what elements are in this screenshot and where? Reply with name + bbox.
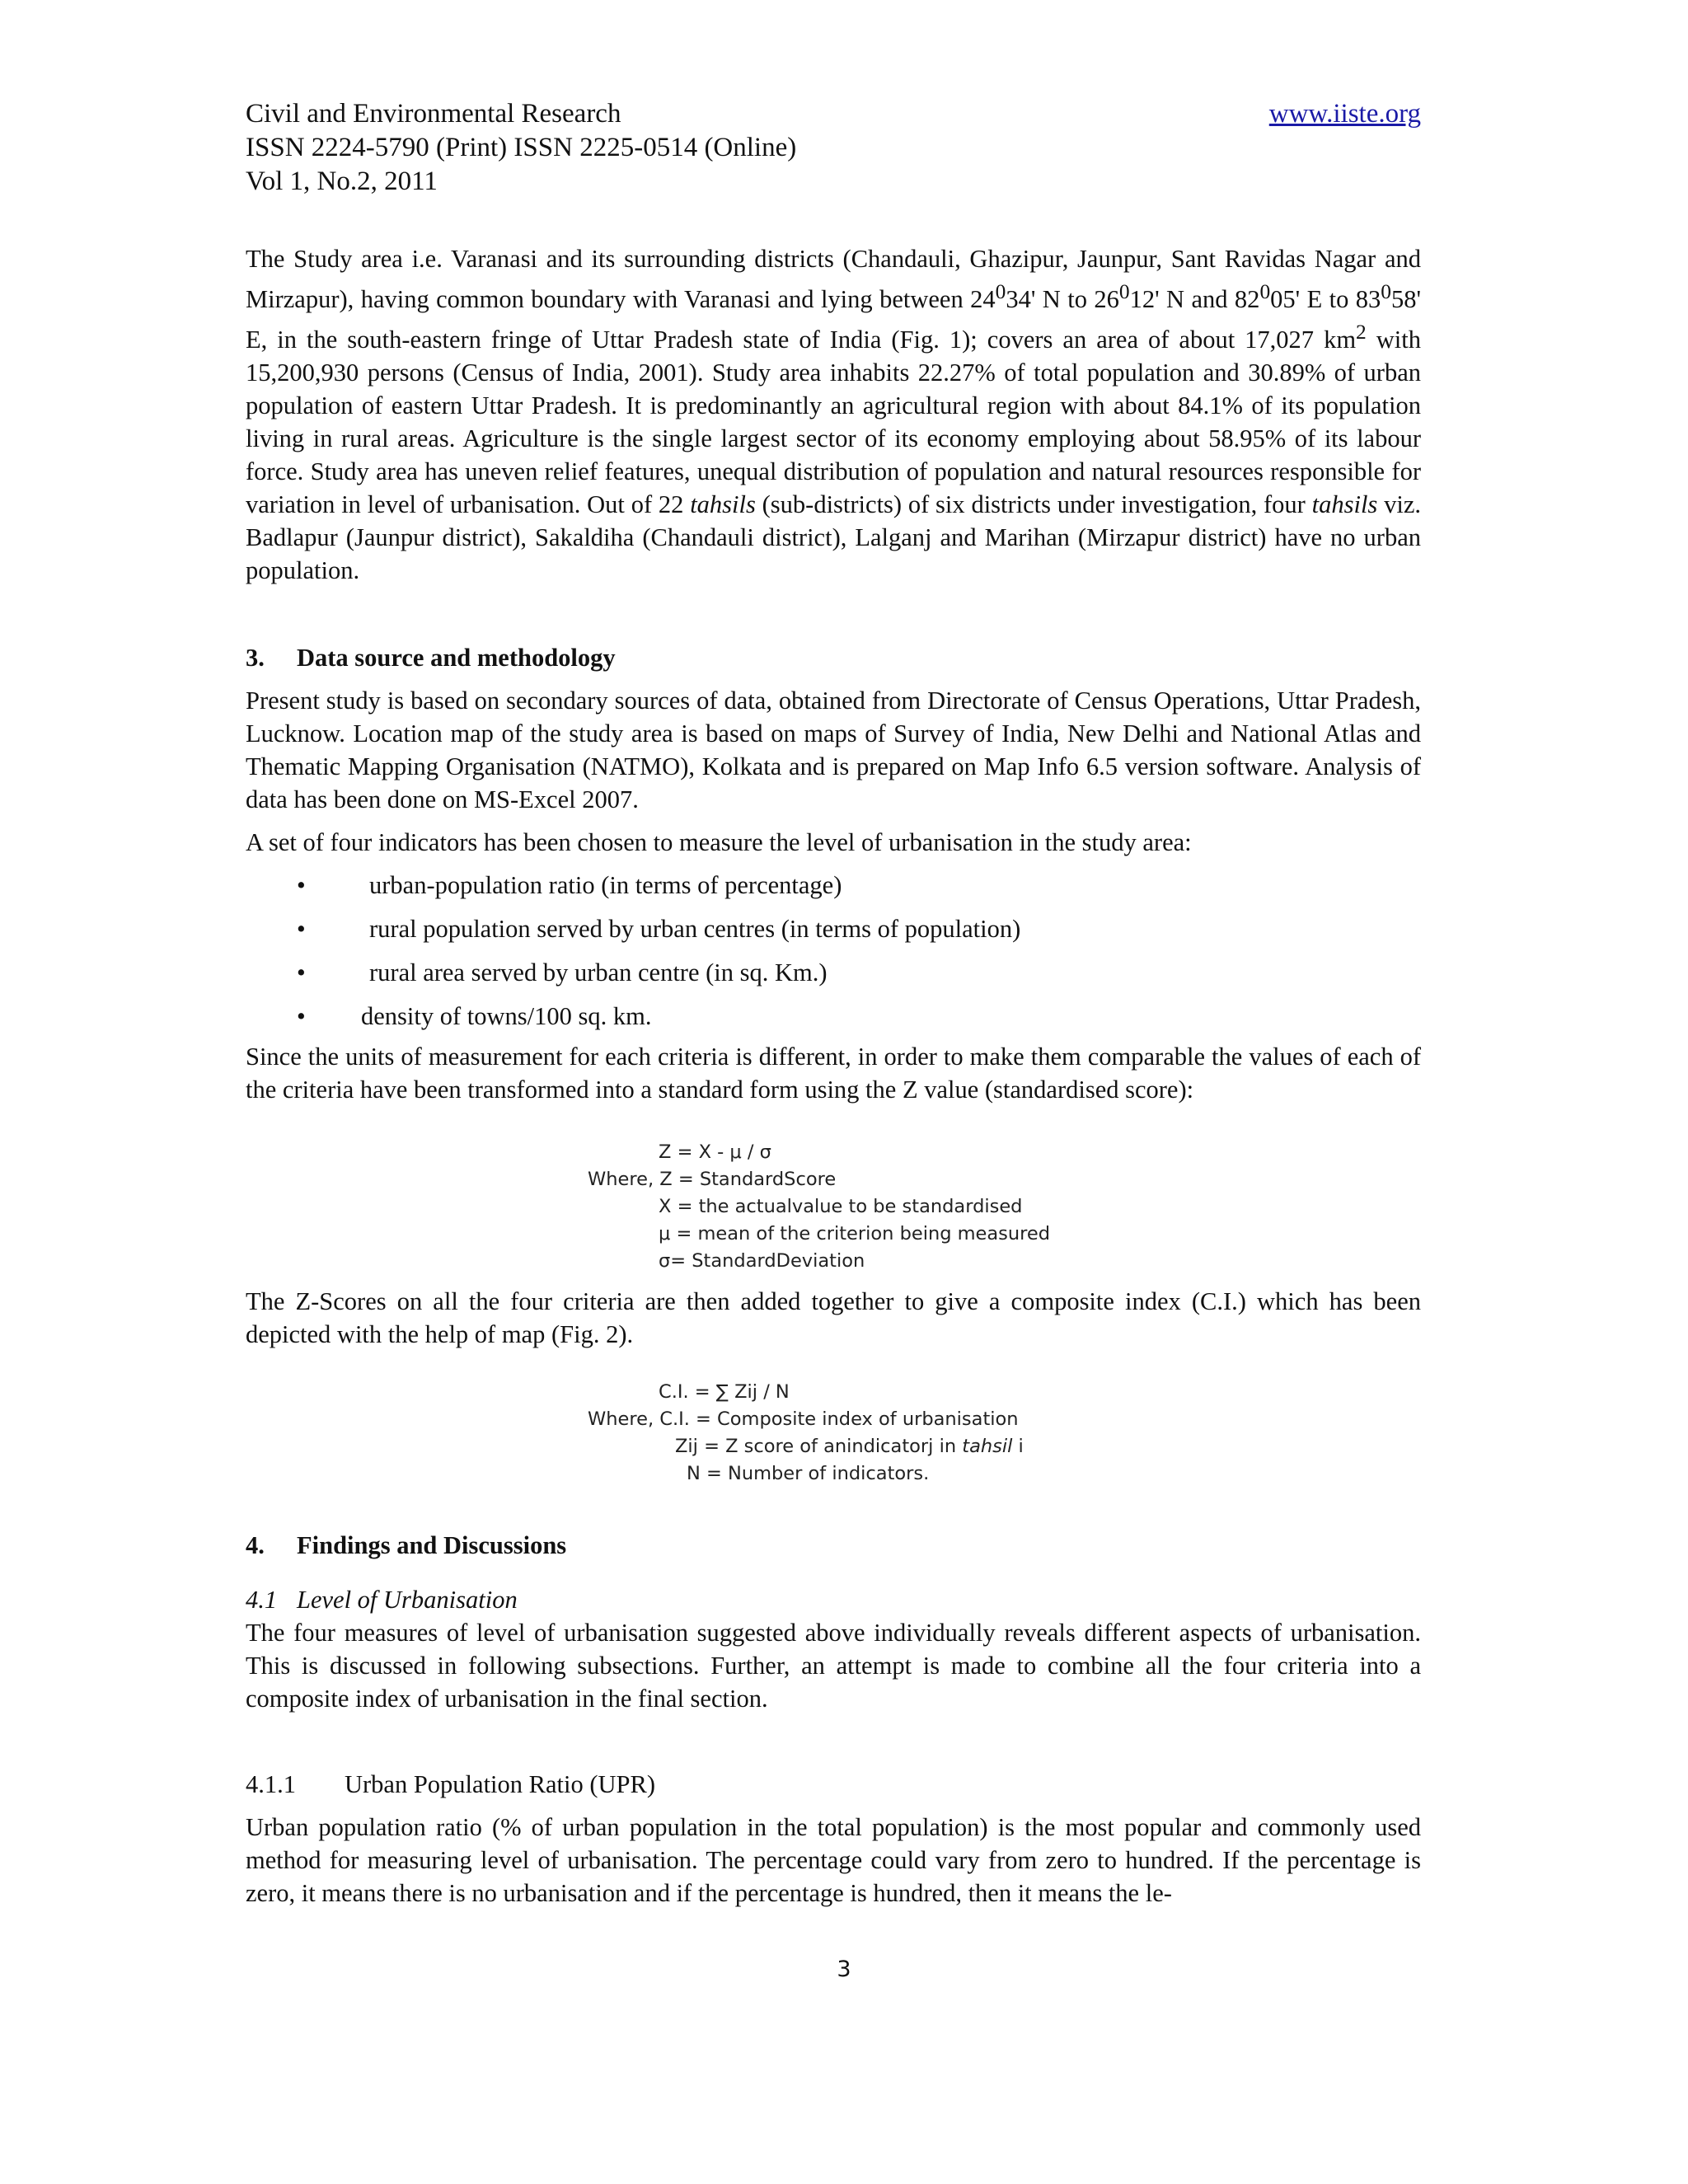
article-body <box>246 242 1421 1910</box>
running-header <box>246 97 1421 199</box>
urban-population-ratio-paragraph: Urban population ratio (% of urban population in the total population) is the most popular and commonly used method for measuring level of urbanisation. The percentage could vary from zero to hundred. If the percentage is zero, it means there is no urbanisation and if the percentage is hundred, then it means the le- <box>246 1813 1421 1908</box>
data-source-paragraph: Present study is based on secondary sources of data, obtained from Directorate of Census Operations, Uttar Pradesh, Lucknow. Location map of the study area is based on maps of Survey of India, New Delhi and National Atlas and Thematic Mapping Organisation (NATMO), Kolkata and is prepared on Map Info 6.5 version software. Analysis of data has been done on MS-Excel 2007. <box>246 687 1421 814</box>
indicator-list <box>246 864 1421 1038</box>
section-4-heading: 4. Findings and Discussions <box>246 1531 567 1560</box>
subsection-4-1-1-heading: 4.1.1 Urban Population Ratio (UPR) <box>246 1770 655 1799</box>
indicators-intro: A set of four indicators has been chosen to measure the level of urbanisation in the study area: <box>246 828 1192 857</box>
composite-index-paragraph: The Z-Scores on all the four criteria are then added together to give a composite index (C.I.) which has been depicted with the help of map (Fig. 2). <box>246 1287 1421 1349</box>
journal-name: Civil and Environmental Research <box>246 99 621 129</box>
volume-line: Vol 1, No.2, 2011 <box>246 166 438 196</box>
z-score-formula: Z = X - μ / σ Where, Z = StandardScore X = the actualvalue to be standardised μ = mean of the criterion being measured σ= StandardDeviation <box>588 1141 1051 1272</box>
subsection-4-1-heading: 4.1 Level of Urbanisation <box>246 1586 518 1615</box>
list-item: • density of towns/100 sq. km. <box>297 1002 652 1031</box>
issn-line: ISSN 2224-5790 (Print) ISSN 2225-0514 (Online) <box>246 133 797 162</box>
study-area-paragraph: The Study area i.e. Varanasi and its surrounding districts (Chandauli, Ghazipur, Jaunpur, Sant Ravidas Nagar and Mirzapur), having common boundary with Varanasi and lying between $24^034'$ N to $26^012'$ N and $82^005'$ E to $83^058'$ E, in the south-eastern fringe of Uttar Pradesh state of India (Fig. 1); covers an area of about 17,027 $km^2$ with 15,200,930 persons (Census of India, 2001). Study area inhabits 22.27% of total population and 30.89% of urban population of eastern Uttar Pradesh. It is predominantly an agricultural region with about 84.1% of its population living in rural areas. Agriculture is the single largest sector of its economy employing about 58.95% of its labour force. Study area has uneven relief features, unequal distribution of population and natural resources responsible for variation in level of urbanisation. Out of 22 tahsils (sub-districts) of six districts under investigation, four tahsils viz. Badlapur (Jaunpur district), Sakaldiha (Chandauli district), Lalganj and Marihan (Mirzapur district) have no urban population. <box>246 245 1421 585</box>
standardisation-paragraph: Since the units of measurement for each criteria is different, in order to make them comparable the values of each of the criteria have been transformed into a standard form using the Z value (standardised score): <box>246 1043 1421 1104</box>
section-3-heading: 3. Data source and methodology <box>246 644 616 673</box>
page-number: 3 <box>837 1957 851 1982</box>
list-item: • rural population served by urban centres (in terms of population) <box>297 915 1021 944</box>
composite-index-formula: C.I. = ∑ Zij / N Where, C.I. = Composite index of urbanisation Zij = Z score of anindicatorj in tahsil i N = Number of indicators. <box>588 1381 1024 1485</box>
level-of-urbanisation-paragraph: The four measures of level of urbanisation suggested above individually reveals different aspects of urbanisation. This is discussed in following subsections. Further, an attempt is made to combine all the four criteria into a composite index of urbanisation in the final section. <box>246 1619 1421 1713</box>
website-link[interactable]: www.iiste.org <box>1268 99 1421 129</box>
list-item: • urban-population ratio (in terms of percentage) <box>297 871 842 900</box>
list-item: • rural area served by urban centre (in sq. Km.) <box>297 958 828 987</box>
